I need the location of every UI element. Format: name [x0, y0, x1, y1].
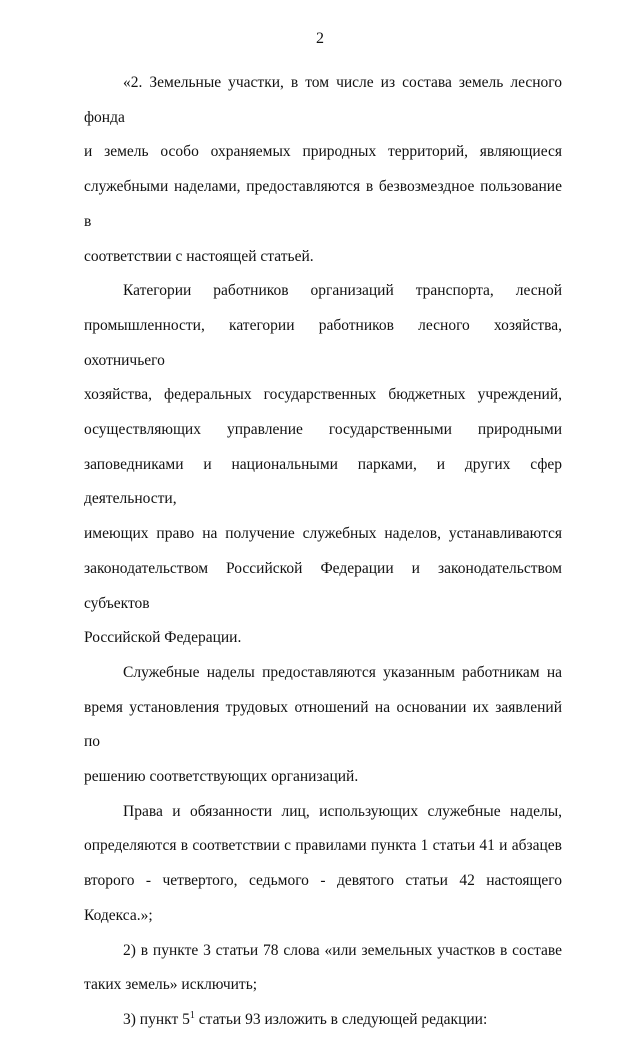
paragraph-3: [84, 656, 562, 795]
text-line: хозяйства, федеральных государственных бюджетных учреждений,: [84, 386, 562, 404]
text-line: Российской Федерации.: [84, 629, 242, 647]
item-3-superscript: 1: [189, 1009, 195, 1021]
document-body: [84, 66, 562, 1038]
paragraph-1: [84, 66, 562, 274]
text-line: осуществляющих управление государственными природными: [84, 421, 562, 439]
text-line: 2) в пункте 3 статьи 78 слова «или земельных участков в составе: [123, 941, 562, 959]
text-line: промышленности, категории работников лесного хозяйства, охотничьего: [84, 316, 562, 369]
text-line: Категории работников организаций транспорта, лесной: [123, 282, 562, 300]
text-line: второго - четвертого, седьмого - девятого статьи 42 настоящего Кодекса.»;: [84, 872, 562, 924]
text-line: «2. Земельные участки, в том числе из состава земель лесного фонда: [84, 74, 562, 126]
text-line: соответствии с настоящей статьей.: [84, 247, 314, 265]
text-line: Права и обязанности лиц, использующих служебные наделы,: [123, 802, 562, 820]
text-line: заповедниками и национальными парками, и других сфер деятельности,: [84, 455, 562, 508]
item-3-text-after: статьи 93 изложить в следующей редакции:: [194, 1010, 488, 1028]
page-number: 2: [316, 30, 324, 47]
paragraph-5: [84, 934, 562, 1003]
text-line: служебными наделами, предоставляются в безвозмездное пользование в: [84, 178, 562, 230]
text-line-item-3: [84, 1003, 562, 1038]
text-line: и земель особо охраняемых природных территорий, являющиеся: [84, 143, 562, 161]
text-line: определяются в соответствии с правилами пункта 1 статьи 41 и абзацев: [84, 837, 562, 855]
text-line: таких земель» исключить;: [84, 976, 258, 994]
text-line: Служебные наделы предоставляются указанным работникам на: [123, 663, 562, 681]
text-line: решению соответствующих организаций.: [84, 768, 359, 786]
paragraph-6: [84, 1003, 562, 1038]
item-3-text-before: 3) пункт 5: [123, 1010, 190, 1028]
text-line: имеющих право на получение служебных наделов, устанавливаются: [84, 525, 562, 543]
paragraph-2: [84, 274, 562, 656]
text-line: законодательством Российской Федерации и законодательством субъектов: [84, 559, 562, 612]
paragraph-4: [84, 795, 562, 934]
text-line: время установления трудовых отношений на основании их заявлений по: [84, 698, 562, 751]
